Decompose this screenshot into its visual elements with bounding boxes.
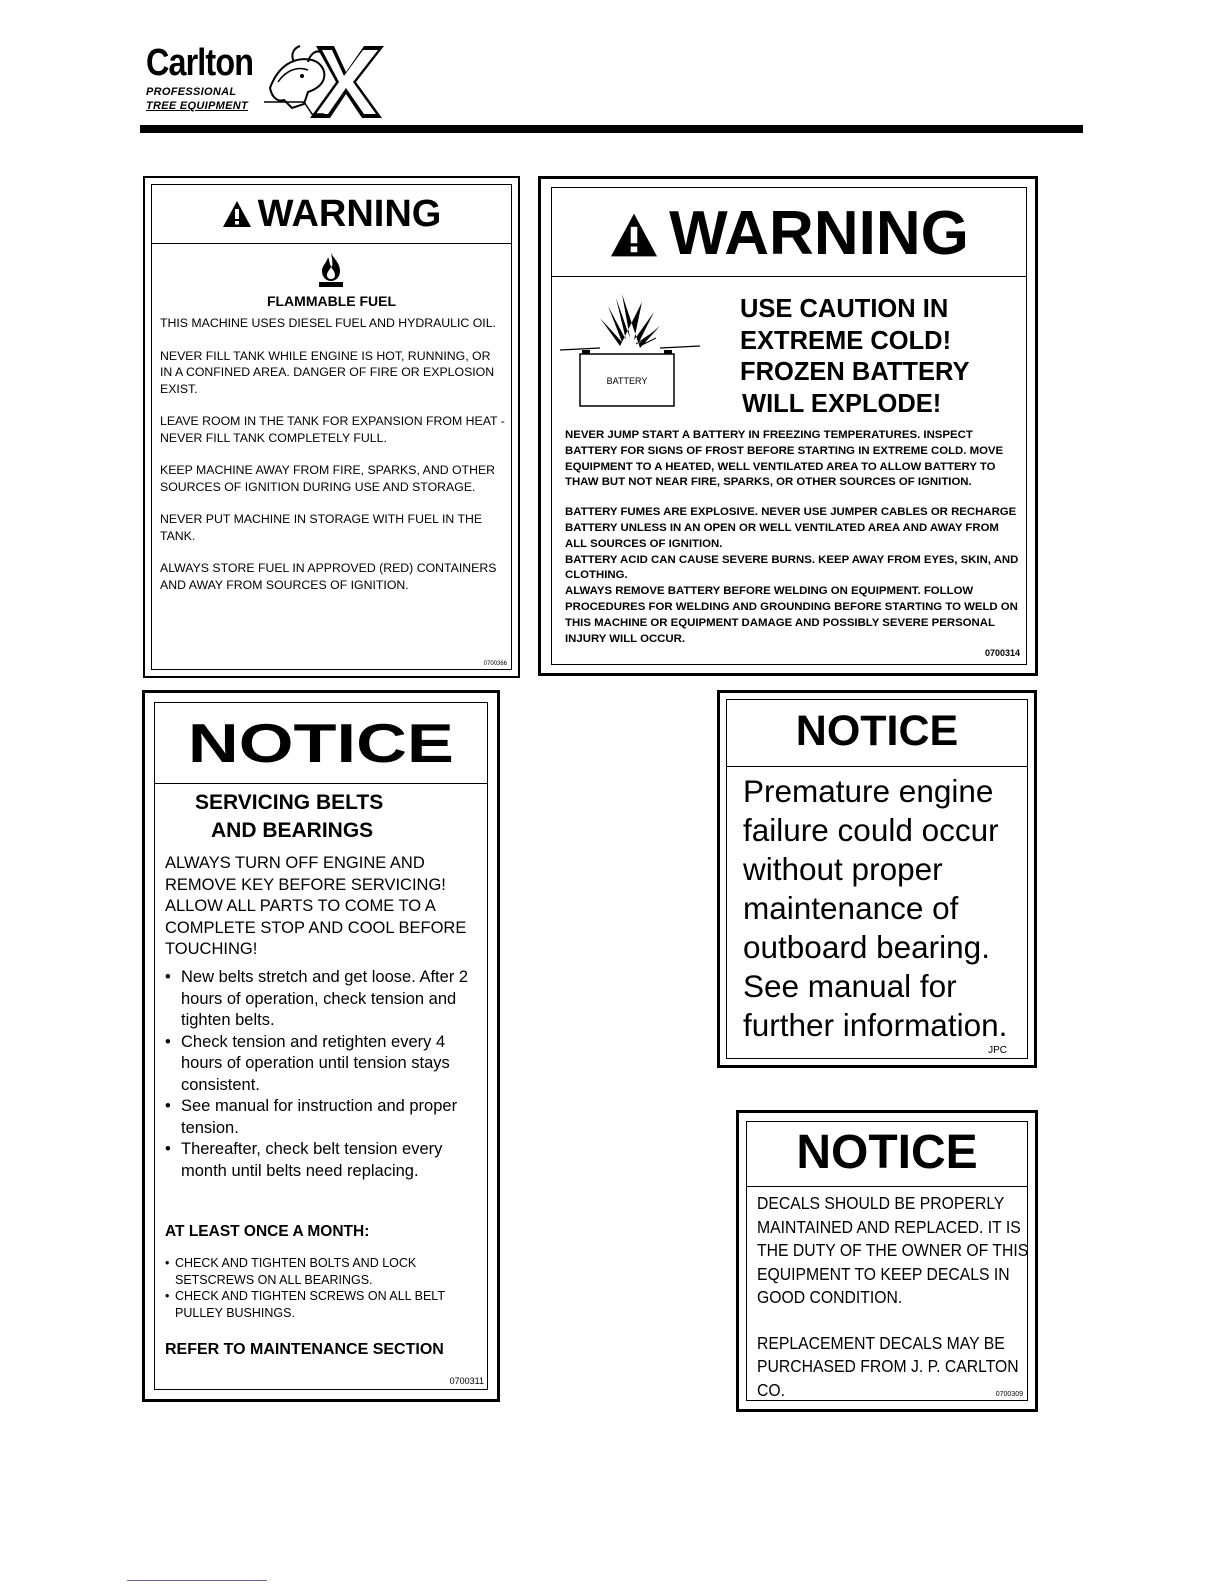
battery-label: BATTERY <box>606 376 648 386</box>
paragraph: NEVER FILL TANK WHILE ENGINE IS HOT, RUNNING, OR IN A CONFINED AREA. DANGER OF FIRE OR EXPLOSION EXIST. <box>160 348 495 396</box>
decal-heading: NOTICE <box>727 700 1027 767</box>
paragraph: DECALS SHOULD BE PROPERLY MAINTAINED AND REPLACED. IT IS THE DUTY OF THE OWNER OF THIS EQUIPMENT TO KEEP DECALS IN GOOD CONDITION. <box>757 1193 1029 1307</box>
decal-body <box>160 315 505 593</box>
list-item: • CHECK AND TIGHTEN BOLTS AND LOCK SETSCREWS ON ALL BEARINGS. <box>163 1255 481 1288</box>
decal-frame <box>726 699 1028 1059</box>
decal-frame <box>151 184 512 670</box>
list-item: • Thereafter, check belt tension every month until belts need replacing. <box>163 1139 481 1182</box>
list-item: • CHECK AND TIGHTEN SCREWS ON ALL BELT PULLEY BUSHINGS. <box>163 1288 481 1321</box>
decal-intro: ALWAYS TURN OFF ENGINE AND REMOVE KEY BEFORE SERVICING! ALLOW ALL PARTS TO COME TO A COMPLETE STOP AND COOL BEFORE TOUCHING! <box>165 854 467 958</box>
decal-title: SERVICING BELTS AND BEARINGS <box>195 791 384 842</box>
decal-frame <box>551 187 1027 665</box>
exploding-battery-icon <box>560 292 708 412</box>
monthly-heading: AT LEAST ONCE A MONTH: <box>165 1223 370 1240</box>
warning-triangle-icon <box>222 200 252 228</box>
part-number: JPC <box>988 1045 1007 1056</box>
paragraph: LEAVE ROOM IN THE TANK FOR EXPANSION FROM HEAT - NEVER FILL TANK COMPLETELY FULL. <box>160 414 505 445</box>
decal-heading: WARNING <box>552 188 1026 277</box>
notice-belts-decal <box>142 690 500 1402</box>
paragraph: BATTERY ACID CAN CAUSE SEVERE BURNS. KEEP AWAY FROM EYES, SKIN, AND CLOTHING. <box>565 553 1019 582</box>
list-item: • Check tension and retighten every 4 hours of operation until tension stays consistent. <box>163 1032 481 1097</box>
notice-engine-decal <box>717 690 1037 1068</box>
part-number: 0700311 <box>449 1376 484 1386</box>
warning-battery-decal <box>538 176 1038 676</box>
paragraph: BATTERY FUMES ARE EXPLOSIVE. NEVER USE JUMPER CABLES OR RECHARGE BATTERY UNLESS IN AN OPEN OR WELL VENTILATED AREA AND AWAY FROM ALL SOURCES OF IGNITION. <box>565 506 1017 550</box>
decal-heading: NOTICE <box>747 1122 1027 1187</box>
decal-frame <box>154 702 488 1390</box>
paragraph: KEEP MACHINE AWAY FROM FIRE, SPARKS, AND OTHER SOURCES OF IGNITION DURING USE AND STORAGE. <box>160 463 496 494</box>
part-number: 0700314 <box>984 648 1020 658</box>
paragraph: ALWAYS STORE FUEL IN APPROVED (RED) CONTAINERS AND AWAY FROM SOURCES OF IGNITION. <box>160 561 497 592</box>
paragraph: NEVER JUMP START A BATTERY IN FREEZING TEMPERATURES. INSPECT BATTERY FOR SIGNS OF FROST BEFORE STARTING IN EXTREME COLD. MOVE EQUIPMENT TO A HEATED, WELL VENTILATED AREA TO ALLOW BATTERY TO THAW BUT NOT NEAR FIRE, SPARKS, OR OTHER SOURCES OF IGNITION. <box>565 429 1004 489</box>
brand-name: Carlton <box>146 42 254 84</box>
warning-fuel-decal <box>143 176 520 678</box>
brand-tagline-1: PROFESSIONAL <box>146 86 237 98</box>
decal-heading: WARNING <box>152 185 511 244</box>
decal-headline: USE CAUTION IN EXTREME COLD! FROZEN BATTERY WILL EXPLODE! <box>740 295 970 418</box>
notice-decals-decal <box>736 1110 1038 1412</box>
paragraph: REPLACEMENT DECALS MAY BE PURCHASED FROM J. P. CARLTON CO. <box>757 1332 1019 1400</box>
decal-heading: NOTICE <box>155 703 487 784</box>
decal-body: Premature engine failure could occur without proper maintenance of outboard bearing. See manual for further information. <box>743 773 1008 1043</box>
brand-logo <box>146 38 386 118</box>
decal-body <box>757 1192 1036 1402</box>
decal-body <box>565 428 1020 647</box>
refer-text: REFER TO MAINTENANCE SECTION <box>165 1341 444 1358</box>
part-number: 0700309 <box>995 1391 1023 1398</box>
warning-triangle-icon <box>609 212 659 258</box>
list-item: • See manual for instruction and proper tension. <box>163 1096 481 1139</box>
bull-x-logo-icon <box>264 42 386 118</box>
bullet-list <box>163 967 481 1182</box>
paragraph: THIS MACHINE USES DIESEL FUEL AND HYDRAULIC OIL. <box>160 316 496 330</box>
footer-rule <box>127 1580 267 1581</box>
monthly-list <box>163 1255 481 1321</box>
flame-icon <box>316 251 346 289</box>
decal-subheading: FLAMMABLE FUEL <box>266 293 397 309</box>
paragraph: ALWAYS REMOVE BATTERY BEFORE WELDING ON EQUIPMENT. FOLLOW PROCEDURES FOR WELDING AND GROUNDING BEFORE STARTING TO WELD ON THIS MACHINE OR EQUIPMENT DAMAGE AND POSSIBLY SEVERE PERSONAL INJURY WILL OCCUR. <box>565 585 1018 645</box>
list-item: • New belts stretch and get loose. After 2 hours of operation, check tension and tighten belts. <box>163 967 481 1032</box>
decal-frame <box>746 1121 1028 1401</box>
brand-tagline-2: TREE EQUIPMENT <box>146 100 248 112</box>
part-number: 0700366 <box>483 661 507 667</box>
paragraph: NEVER PUT MACHINE IN STORAGE WITH FUEL IN THE TANK. <box>160 512 483 543</box>
header-rule <box>140 125 1083 133</box>
